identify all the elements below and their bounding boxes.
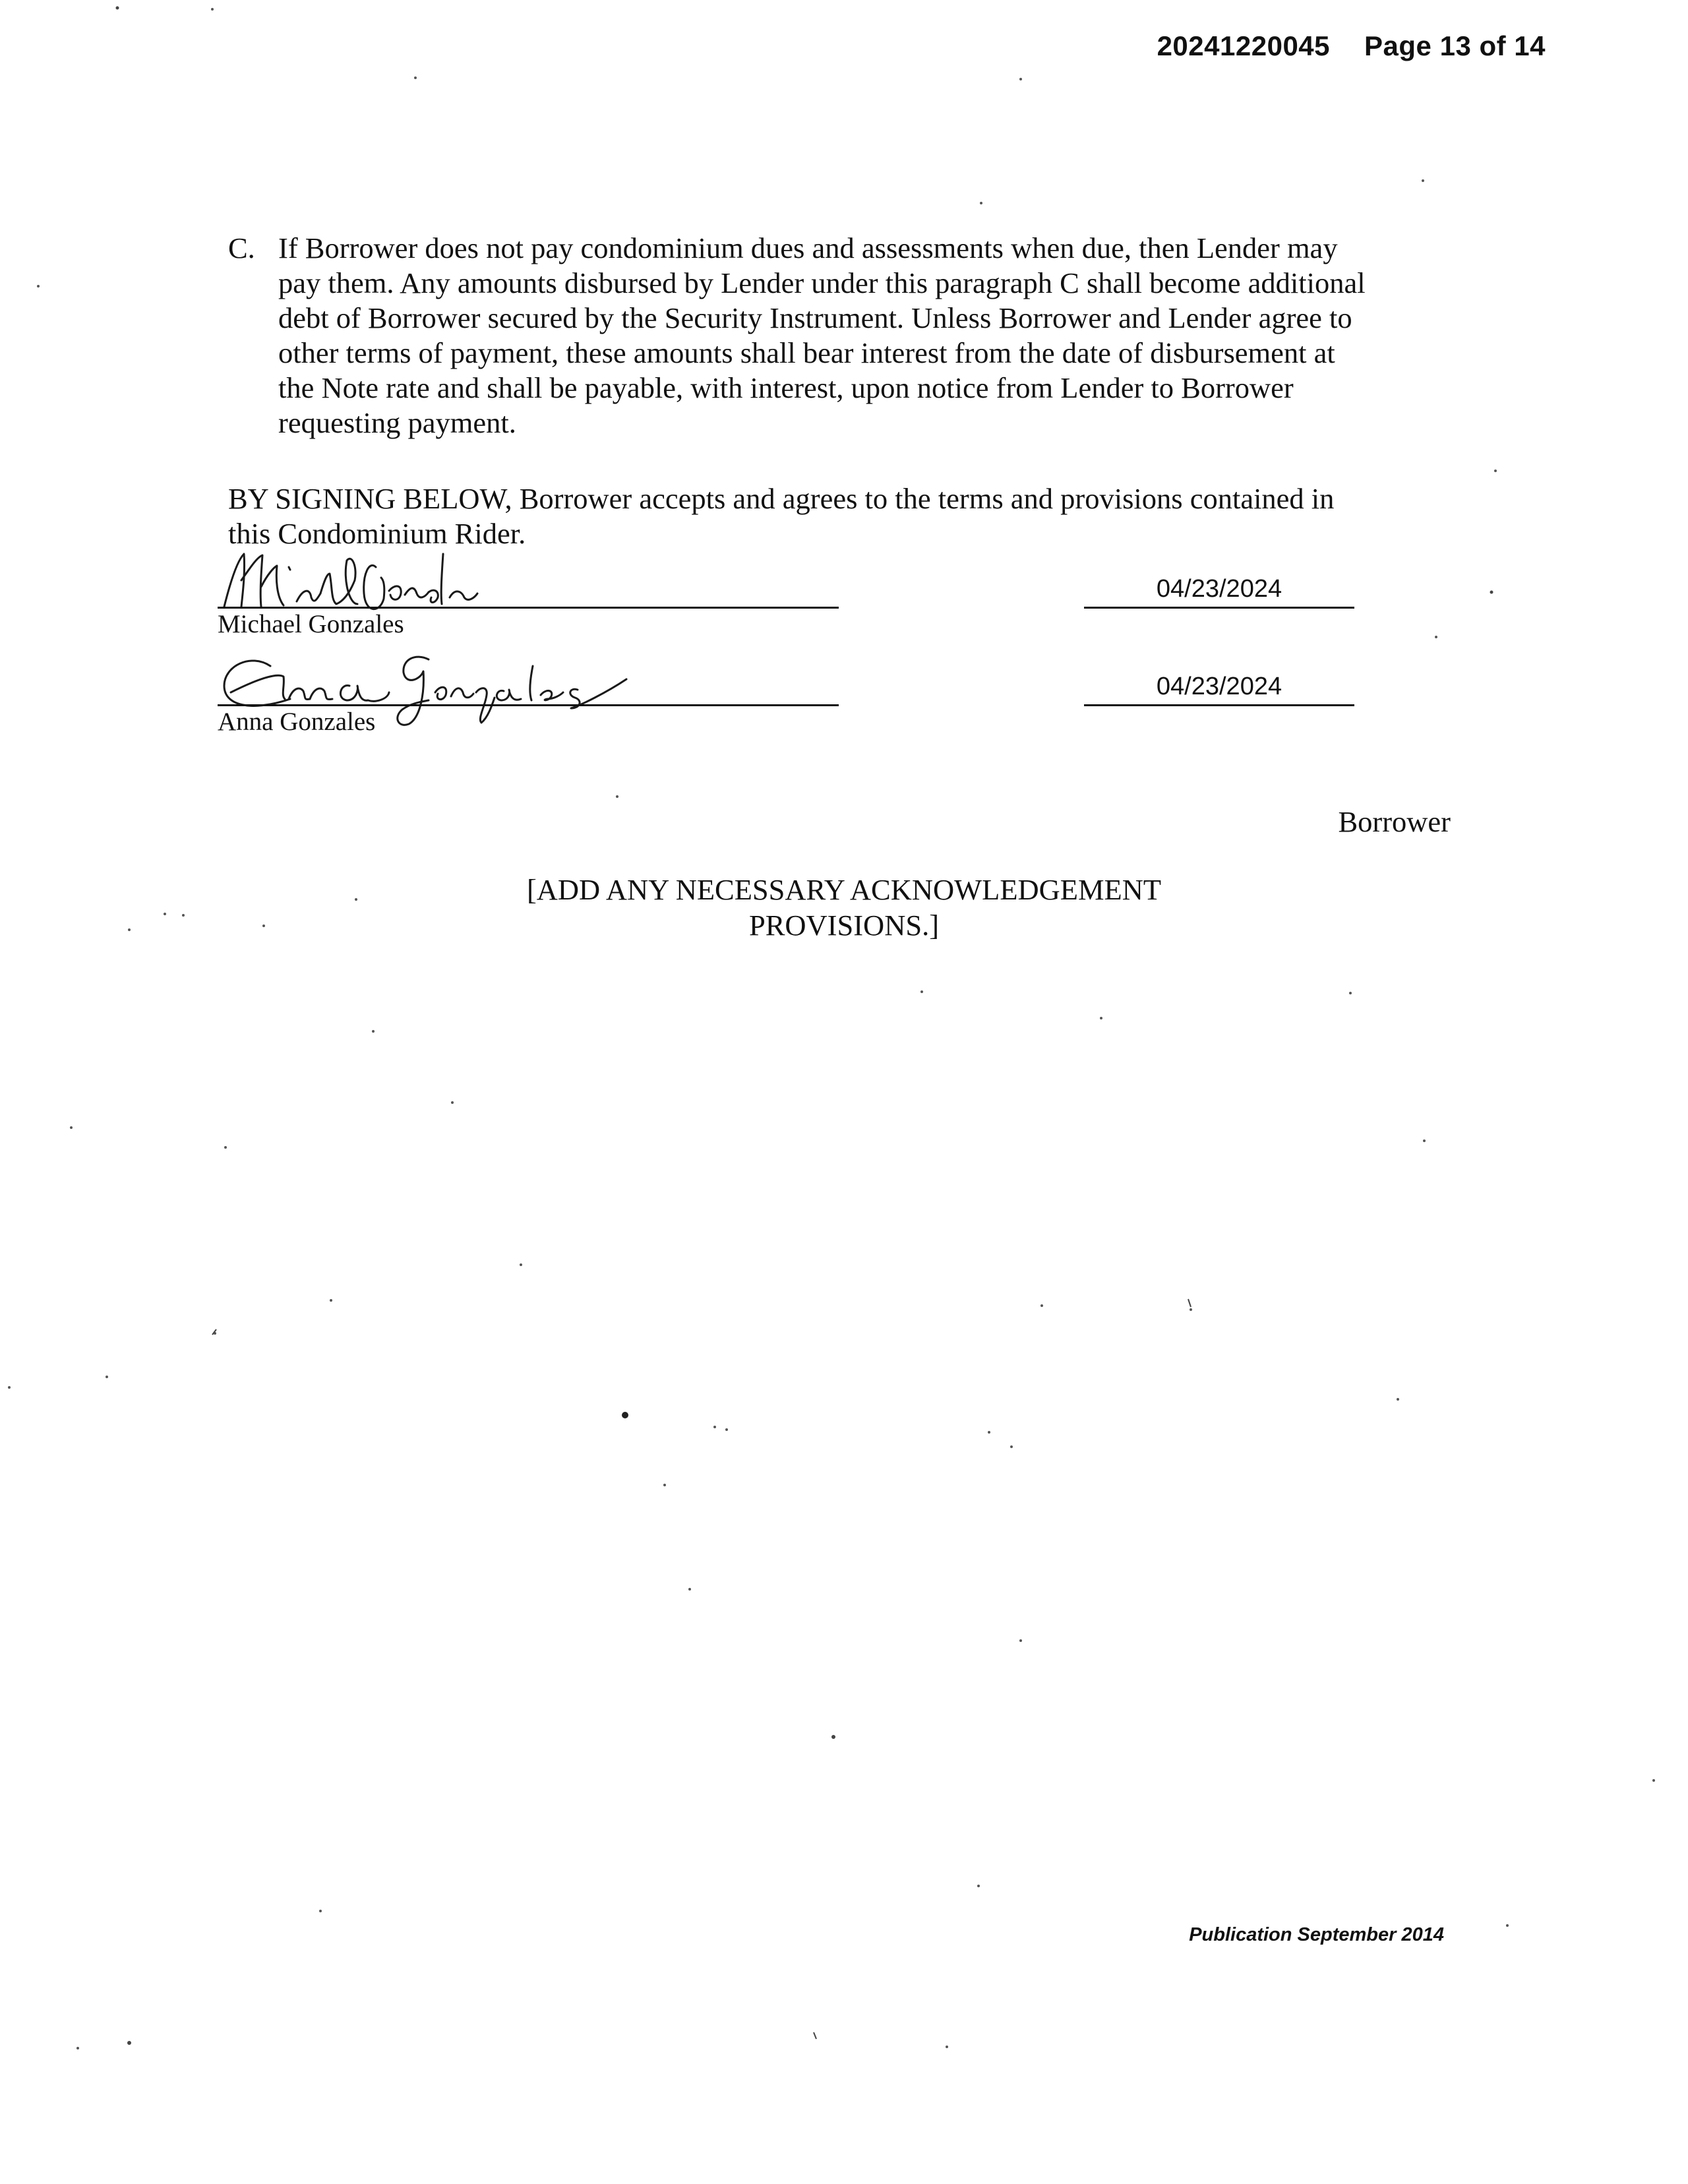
paragraph-line: the Note rate and shall be payable, with interest, upon notice from Lender to Borrower [278,371,1294,404]
recording-number: 20241220045 [1157,30,1331,61]
signer-name-2: Anna Gonzales [218,708,376,736]
paragraph-line: other terms of payment, these amounts shall bear interest from the date of disbursement at [278,336,1335,369]
page-indicator: Page 13 of 14 [1364,30,1546,61]
acknowledgement-line: PROVISIONS.] [748,909,940,942]
signing-statement-line: this Condominium Rider. [228,517,526,550]
acknowledgement-line: [ADD ANY NECESSARY ACKNOWLEDGEMENT [526,873,1162,906]
acknowledgement-note [0,872,1688,943]
paragraph-line: pay them. Any amounts disbursed by Lender under this paragraph C shall become additional [278,266,1366,299]
paragraph-c [228,231,1468,440]
paragraph-line: requesting payment. [278,406,516,439]
borrower-label: Borrower [1338,805,1451,838]
date-line-1 [1084,607,1354,609]
paragraph-line: debt of Borrower secured by the Security Instrument. Unless Borrower and Lender agree to [278,301,1352,334]
paragraph-text [278,231,1468,440]
publication-footer: Publication September 2014 [1189,1924,1444,1945]
signer-name-1: Michael Gonzales [218,610,404,638]
paragraph-label: C. [228,231,255,264]
recording-header [1157,30,1546,62]
sign-date-1: 04/23/2024 [1156,575,1282,603]
signature-line-2 [218,704,839,706]
paragraph-line: If Borrower does not pay condominium dues and assessments when due, then Lender may [278,231,1338,264]
date-line-2 [1084,704,1354,706]
signature-line-1 [218,607,839,609]
signing-statement-line: BY SIGNING BELOW, Borrower accepts and agrees to the terms and provisions contained in [228,482,1335,515]
sign-date-2: 04/23/2024 [1156,673,1282,700]
